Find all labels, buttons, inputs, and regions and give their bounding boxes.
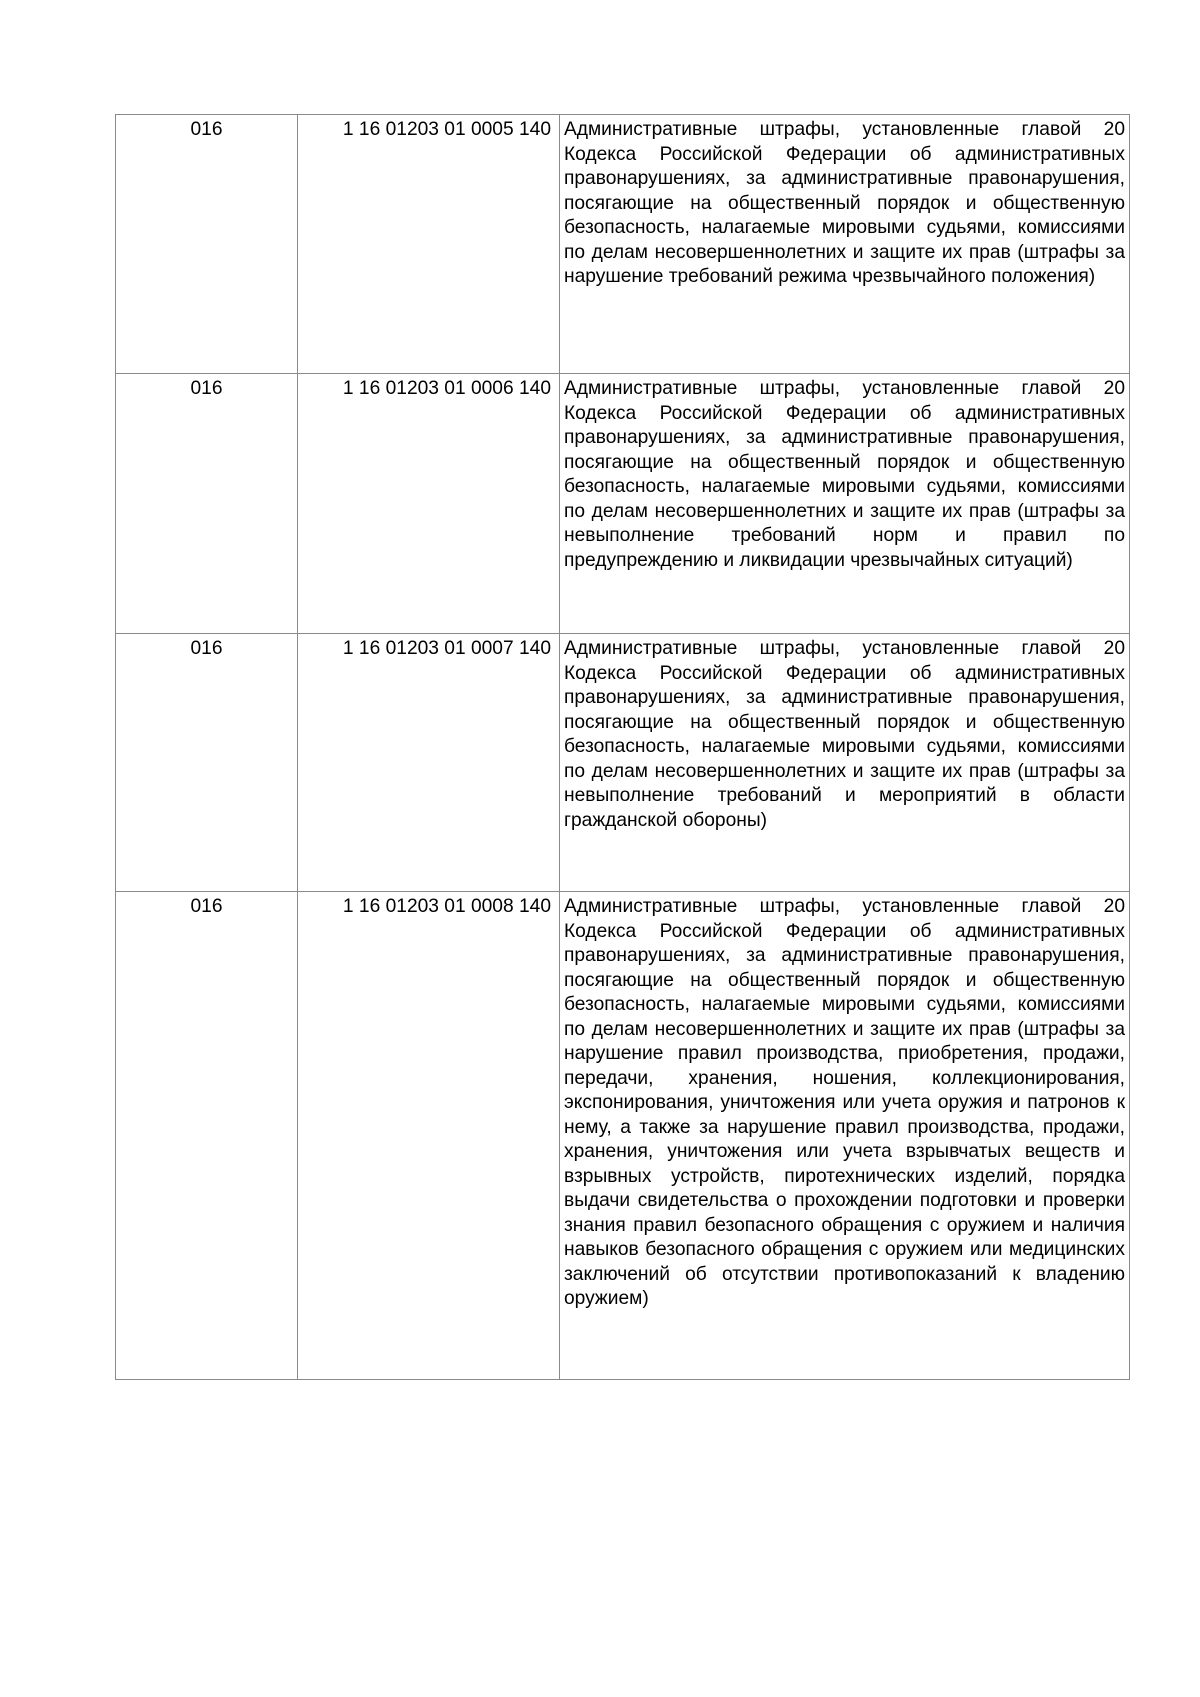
budget-classification-table — [115, 114, 1130, 1380]
admin-code-cell: 016 — [116, 374, 298, 634]
kbk-code-cell: 1 16 01203 01 0008 140 — [298, 892, 560, 1380]
description-cell: Административные штрафы, установленные главой 20 Кодекса Российской Федерации об административных правонарушениях, за административные правонарушения, посягающие на общественный порядок и общественную безопасность, налагаемые мировыми судьями, комиссиями по делам несовершеннолетних и защите их прав (штрафы за нарушение правил производства, приобретения, продажи, передачи, хранения, ношения, коллекционирования, экспонирования, уничтожения или учета оружия и патронов к нему, а также за нарушение правил производства, продажи, хранения, уничтожения или учета взрывчатых веществ и взрывных устройств, пиротехнических изделий, порядка выдачи свидетельства о прохождении подготовки и проверки знания правил безопасного обращения с оружием и наличия навыков безопасного обращения с оружием или медицинских заключений об отсутствии противопоказаний к владению оружием) — [560, 892, 1130, 1380]
kbk-code-cell: 1 16 01203 01 0007 140 — [298, 634, 560, 892]
kbk-code-cell: 1 16 01203 01 0005 140 — [298, 115, 560, 374]
description-cell: Административные штрафы, установленные главой 20 Кодекса Российской Федерации об административных правонарушениях, за административные правонарушения, посягающие на общественный порядок и общественную безопасность, налагаемые мировыми судьями, комиссиями по делам несовершеннолетних и защите их прав (штрафы за невыполнение требований норм и правил по предупреждению и ликвидации чрезвычайных ситуаций) — [560, 374, 1130, 634]
description-cell: Административные штрафы, установленные главой 20 Кодекса Российской Федерации об административных правонарушениях, за административные правонарушения, посягающие на общественный порядок и общественную безопасность, налагаемые мировыми судьями, комиссиями по делам несовершеннолетних и защите их прав (штрафы за невыполнение требований и мероприятий в области гражданской обороны) — [560, 634, 1130, 892]
admin-code-cell: 016 — [116, 115, 298, 374]
table-row — [116, 634, 1130, 892]
admin-code-cell: 016 — [116, 634, 298, 892]
description-cell: Административные штрафы, установленные главой 20 Кодекса Российской Федерации об административных правонарушениях, за административные правонарушения, посягающие на общественный порядок и общественную безопасность, налагаемые мировыми судьями, комиссиями по делам несовершеннолетних и защите их прав (штрафы за нарушение требований режима чрезвычайного положения) — [560, 115, 1130, 374]
admin-code-cell: 016 — [116, 892, 298, 1380]
table-row — [116, 374, 1130, 634]
kbk-code-cell: 1 16 01203 01 0006 140 — [298, 374, 560, 634]
table-row — [116, 115, 1130, 374]
table-row — [116, 892, 1130, 1380]
